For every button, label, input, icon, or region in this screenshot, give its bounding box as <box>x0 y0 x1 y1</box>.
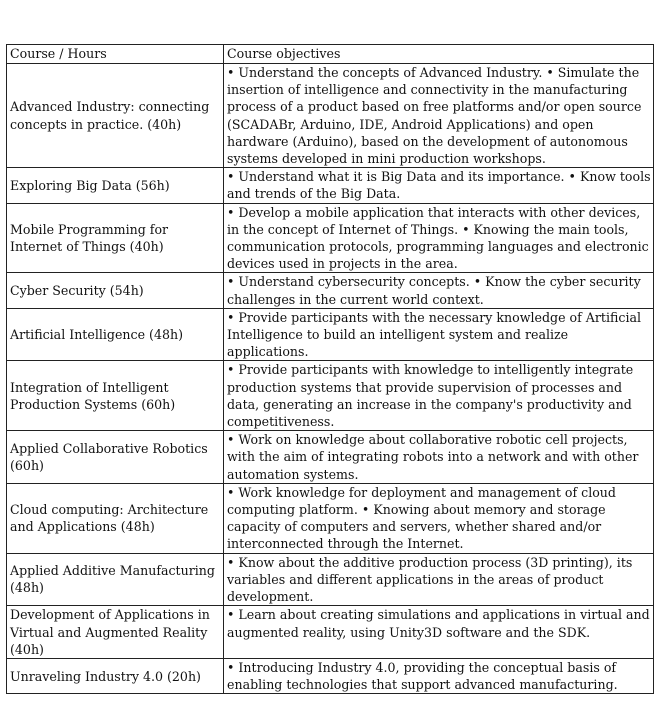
table-row <box>7 273 654 308</box>
course-name-cell: Development of Applications in Virtual and Augmented Reality (40h) <box>7 606 224 659</box>
table-row <box>7 168 654 203</box>
course-name-cell: Integration of Intelligent Production Systems (60h) <box>7 361 224 431</box>
course-name-cell: Mobile Programming for Internet of Things (40h) <box>7 203 224 273</box>
course-name-cell: Unraveling Industry 4.0 (20h) <box>7 658 224 693</box>
course-objectives-cell: • Introducing Industry 4.0, providing the conceptual basis of enabling technologies that support advanced manufacturing. <box>224 658 654 693</box>
table-row <box>7 431 654 484</box>
table-row <box>7 553 654 606</box>
course-name-cell: Applied Additive Manufacturing (48h) <box>7 553 224 606</box>
table-header <box>7 45 654 64</box>
table-row <box>7 658 654 693</box>
table-row <box>7 203 654 273</box>
course-name-cell: Cyber Security (54h) <box>7 273 224 308</box>
course-objectives-cell: • Work on knowledge about collaborative robotic cell projects, with the aim of integrating robots into a network and with other automation systems. <box>224 431 654 484</box>
courses-table <box>6 44 654 694</box>
course-name-cell: Advanced Industry: connecting concepts in practice. (40h) <box>7 64 224 168</box>
header-course-objectives: Course objectives <box>224 45 654 64</box>
course-objectives-cell: • Work knowledge for deployment and management of cloud computing platform. • Knowing about memory and storage capacity of computers and servers, whether shared and/or interconnected through the Internet. <box>224 483 654 553</box>
course-name-cell: Exploring Big Data (56h) <box>7 168 224 203</box>
course-name-cell: Applied Collaborative Robotics (60h) <box>7 431 224 484</box>
table-row <box>7 361 654 431</box>
table-body <box>7 64 654 694</box>
course-objectives-cell: • Know about the additive production process (3D printing), its variables and different applications in the areas of product development. <box>224 553 654 606</box>
table-row <box>7 483 654 553</box>
course-objectives-cell: • Provide participants with the necessary knowledge of Artificial Intelligence to build an intelligent system and realize applications. <box>224 308 654 361</box>
course-name-cell: Cloud computing: Architecture and Applications (48h) <box>7 483 224 553</box>
course-objectives-cell: • Develop a mobile application that interacts with other devices, in the concept of Internet of Things. • Knowing the main tools, communication protocols, programming languages and electronic devices used in projects in the area. <box>224 203 654 273</box>
table-row <box>7 308 654 361</box>
course-objectives-cell: • Provide participants with knowledge to intelligently integrate production systems that provide supervision of processes and data, generating an increase in the company's productivity and competitiveness. <box>224 361 654 431</box>
course-objectives-cell: • Understand the concepts of Advanced Industry. • Simulate the insertion of intelligence and connectivity in the manufacturing process of a product based on free platforms and/or open source (SCADABr, Arduino, IDE, Android Applications) and open hardware (Arduino), based on the development of autonomous systems developed in mini production workshops. <box>224 64 654 168</box>
header-row <box>7 45 654 64</box>
course-objectives-cell: • Understand cybersecurity concepts. • Know the cyber security challenges in the current world context. <box>224 273 654 308</box>
table-row <box>7 64 654 168</box>
course-name-cell: Artificial Intelligence (48h) <box>7 308 224 361</box>
table-row <box>7 606 654 659</box>
course-objectives-cell: • Understand what it is Big Data and its importance. • Know tools and trends of the Big Data. <box>224 168 654 203</box>
course-objectives-cell: • Learn about creating simulations and applications in virtual and augmented reality, using Unity3D software and the SDK. <box>224 606 654 659</box>
header-course-hours: Course / Hours <box>7 45 224 64</box>
